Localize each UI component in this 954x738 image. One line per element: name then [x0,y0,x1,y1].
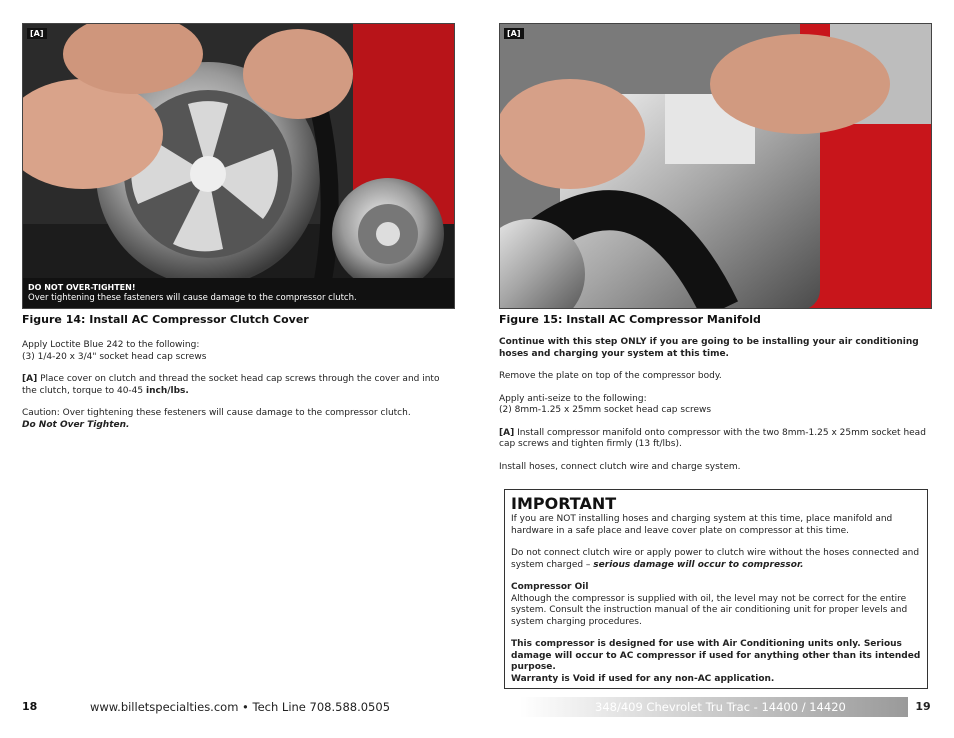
figure-14-caption: Figure 14: Install AC Compressor Clutch Cover [22,313,309,326]
apply-loctite-line: Apply Loctite Blue 242 to the following: [22,340,200,350]
step-a-text: Install compressor manifold onto compressor with the two 8mm-1.25 x 25mm socket head cap screws and tighten firmly (13 ft/lbs). [499,427,926,449]
warning-title: DO NOT OVER-TIGHTEN! [28,283,136,292]
website-tech-line: www.billetspecialties.com • Tech Line 708.588.0505 [90,700,391,714]
important-para-1: If you are NOT installing hoses and charging system at this time, place manifold and hardware in a safe place and leave cover plate on compressor at this time. [511,514,893,536]
damage-warning: serious damage will occur to compressor. [593,559,804,570]
antiseize-screws-line: (2) 8mm-1.25 x 25mm socket head cap screws [499,405,712,415]
caution-line: Caution: Over tightening these festeners will cause damage to the compressor clutch. [22,408,411,418]
step-a-text: Place cover on clutch and thread the socket head cap screws through the cover and into the clutch, torque to 40-45 [22,374,440,396]
left-instructions [22,340,447,442]
important-body [511,514,921,685]
warranty-warning: Warranty is Void if used for any non-AC application. [511,673,775,684]
remove-plate-line: Remove the plate on top of the compressor body. [499,371,722,381]
right-instructions [499,337,932,484]
compressor-oil-text: Although the compressor is supplied with oil, the level may not be correct for the entire system. Consult the instruction manual of the air conditioning unit for proper levels and system charging procedures. [511,593,908,627]
apply-antiseize-line: Apply anti-seize to the following: [499,393,647,404]
step-a-tag: [A] [499,427,515,438]
important-para-2: Do not connect clutch wire or apply power to clutch wire without the hoses connected and system charged – [511,548,920,570]
clutch-cover-illustration [23,24,455,309]
compressor-oil-title: Compressor Oil [511,582,589,592]
page-number-left: 18 [22,700,38,713]
figure-14-photo [22,23,455,309]
caution-emphasis: Do Not Over Tighten. [22,419,130,430]
important-notice-box [504,489,928,689]
page-number-right: 19 [908,697,938,717]
figure-15-photo [499,23,932,309]
torque-unit: inch/lbs. [146,385,189,396]
manifold-illustration [500,24,932,309]
ac-only-warning: This compressor is designed for use with Air Conditioning units only. Serious damage will occur to AC compressor if used for anything other than its intended purpose. [511,639,921,672]
footer-product-title: 348/409 Chevrolet Tru Trac - 14400 / 14420 [595,700,846,714]
photo-callout-tag: [A] [27,28,47,39]
figure-15-caption: Figure 15: Install AC Compressor Manifold [499,313,761,326]
warning-text: Over tightening these fasteners will cause damage to the compressor clutch. [28,293,357,303]
important-heading: IMPORTANT [511,494,617,513]
continue-notice: Continue with this step ONLY if you are going to be installing your air conditioning hoses and charging your system at this time. [499,337,919,359]
photo-callout-tag: [A] [504,28,524,39]
install-hoses-line: Install hoses, connect clutch wire and charge system. [499,461,741,472]
step-a-tag: [A] [22,374,38,384]
loctite-screws-line: (3) 1/4-20 x 3/4" socket head cap screws [22,351,207,362]
over-tighten-warning-banner [23,278,454,308]
